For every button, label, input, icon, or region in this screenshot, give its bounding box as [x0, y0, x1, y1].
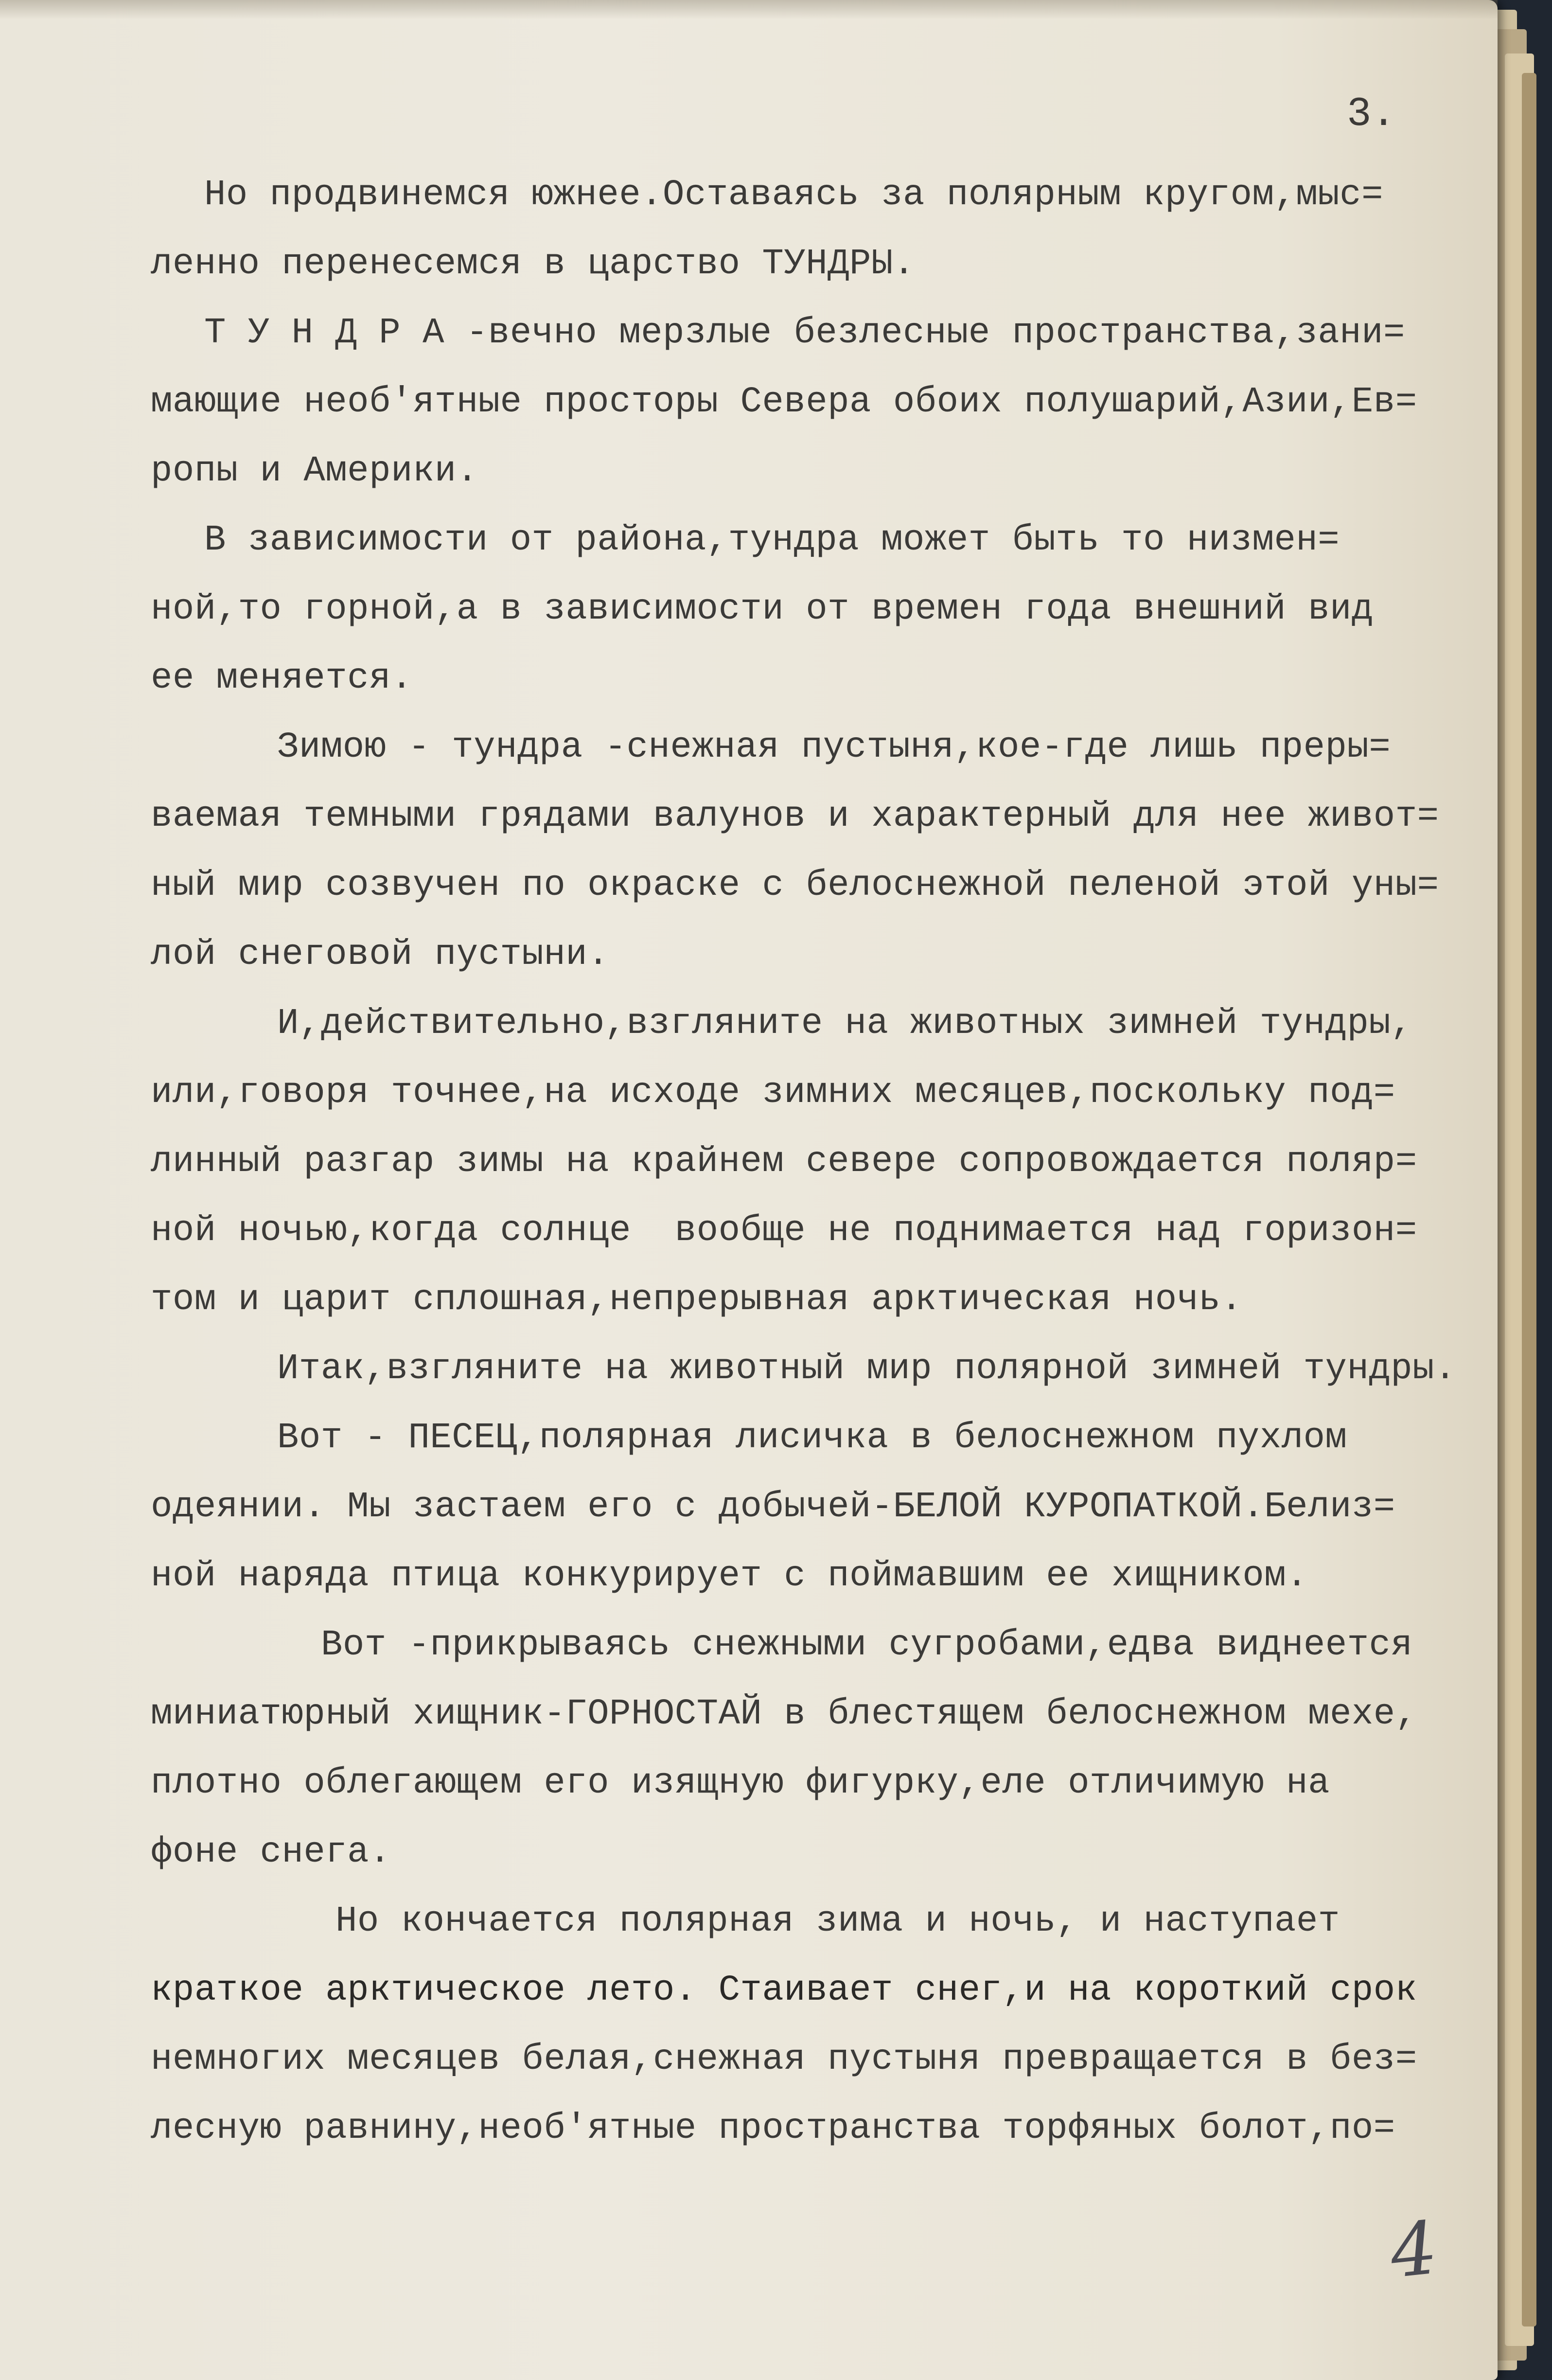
text-line: лесную равнину,необ'ятные пространства торфяных болот,по=	[151, 2108, 1395, 2149]
text-line: ленно перенесемся в царство ТУНДРЫ.	[151, 244, 915, 284]
text-line: В зависимости от района,тундра может быть то низмен=	[204, 520, 1340, 561]
text-line: Но продвинемся южнее.Оставаясь за полярным кругом,мыс=	[204, 175, 1383, 215]
text-line: Вот -прикрываясь снежными сугробами,едва виднеется	[321, 1625, 1413, 1666]
text-line: или,говоря точнее,на исходе зимних месяцев,поскольку под=	[151, 1072, 1395, 1113]
text-line: одеянии. Мы застаем его с добычей-БЕЛОЙ КУРОПАТКОЙ.Белиз=	[151, 1487, 1395, 1527]
text-line: ный мир созвучен по окраске с белоснежной пеленой этой уны=	[151, 865, 1439, 906]
text-line: фоне снега.	[151, 1832, 391, 1873]
body-text	[151, 160, 1454, 2163]
text-line: том и царит сплошная,непрерывная арктическая ночь.	[151, 1279, 1243, 1320]
text-line: линный разгар зимы на крайнем севере сопровождается поляр=	[151, 1141, 1417, 1182]
stacked-page-edge	[1522, 73, 1536, 2327]
text-line: лой снеговой пустыни.	[151, 934, 610, 975]
text-line: мающие необ'ятные просторы Севера обоих полушарий,Азии,Ев=	[151, 382, 1417, 423]
text-line: краткое арктическое лето. Стаивает снег,и на короткий срок	[151, 1970, 1417, 2011]
text-line: немногих месяцев белая,снежная пустыня превращается в без=	[151, 2039, 1417, 2080]
text-line: плотно облегающем его изящную фигурку,еле отличимую на	[151, 1763, 1330, 1804]
text-line: Вот - ПЕСЕЦ,полярная лисичка в белоснежном пухлом	[277, 1418, 1347, 1458]
text-line: И,действительно,взгляните на животных зимней тундры,	[277, 1003, 1413, 1044]
text-line: Зимою - тундра -снежная пустыня,кое-где лишь преры=	[277, 727, 1391, 768]
text-line: ной ночью,когда солнце вообще не поднимается над горизон=	[151, 1210, 1417, 1251]
text-line: ваемая темными грядами валунов и характерный для нее живот=	[151, 796, 1439, 837]
text-line: миниатюрный хищник-ГОРНОСТАЙ в блестящем белоснежном мехе,	[151, 1694, 1417, 1735]
page-top-shadow	[0, 0, 1498, 19]
handwritten-folio-number: 4	[1386, 2205, 1442, 2295]
text-line: ропы и Америки.	[151, 451, 478, 492]
text-line: Т У Н Д Р А -вечно мерзлые безлесные пространства,зани=	[204, 313, 1405, 354]
text-line: ной наряда птица конкурирует с поймавшим ее хищником.	[151, 1556, 1308, 1597]
text-line: ее меняется.	[151, 658, 413, 699]
text-line: Но кончается полярная зима и ночь, и наступает	[335, 1901, 1340, 1942]
text-line: ной,то горной,а в зависимости от времен года внешний вид	[151, 589, 1374, 630]
page-number: 3.	[1347, 91, 1396, 138]
text-line: Итак,взгляните на животный мир полярной зимней тундры.	[277, 1349, 1456, 1389]
